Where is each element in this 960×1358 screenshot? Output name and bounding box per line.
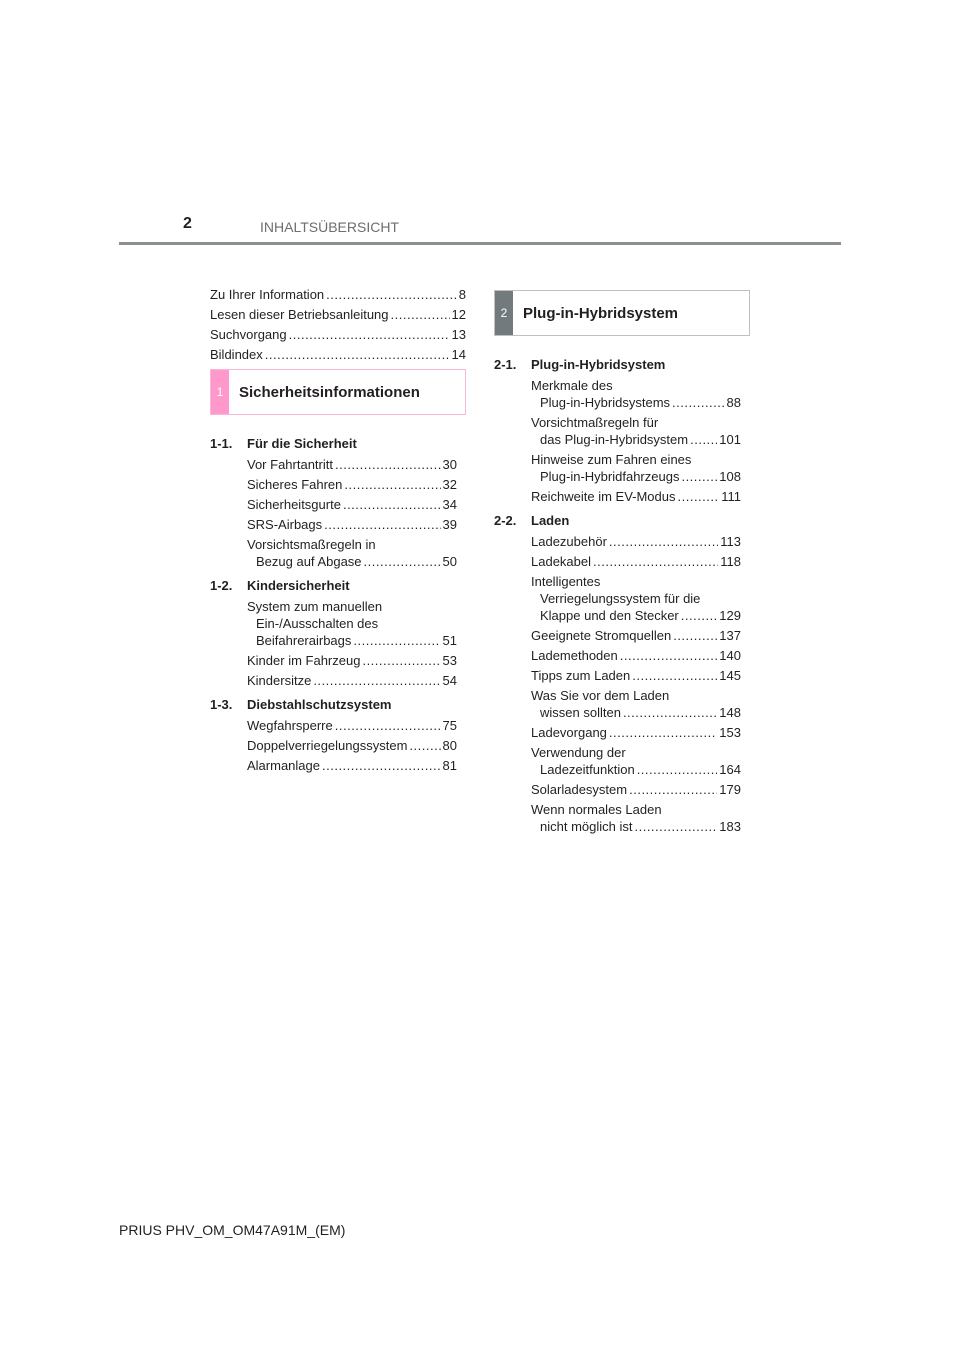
toc-entry[interactable]: Ladezubehör ..... 113 — [494, 533, 741, 550]
section-heading[interactable]: 1-1. Für die Sicherheit — [210, 436, 357, 451]
document-code-footer: PRIUS PHV_OM_OM47A91M_(EM) — [119, 1222, 346, 1238]
page-number: 2 — [183, 215, 192, 232]
toc-entry[interactable]: Vorsichtmaßregeln für das Plug-in-Hybridsystem ..... 101 — [494, 414, 741, 448]
toc-entry[interactable]: Vorsichtsmaßregeln in Bezug auf Abgase ..... 50 — [210, 536, 457, 570]
toc-entry[interactable]: Intelligentes Verriegelungssystem für die Klappe und den Stecker ..... 129 — [494, 573, 741, 624]
toc-entry[interactable]: Lesen dieser Betriebsanleitung ..... 12 — [210, 306, 466, 323]
chapter-title: Plug-in-Hybridsystem — [523, 304, 679, 322]
toc-left-column — [210, 286, 466, 777]
toc-entry[interactable]: Wenn normales Laden nicht möglich ist ..... 183 — [494, 801, 741, 835]
toc-entry[interactable]: Kindersitze ..... 54 — [210, 672, 457, 689]
chapter-tab: 2 — [495, 291, 513, 335]
toc-entry[interactable]: Wegfahrsperre ..... 75 — [210, 717, 457, 734]
chapter-title: Sicherheitsinformationen — [239, 383, 420, 401]
toc-entry[interactable]: SRS-Airbags ..... 39 — [210, 516, 457, 533]
toc-entry[interactable]: Kinder im Fahrzeug ..... 53 — [210, 652, 457, 669]
toc-entry[interactable]: Reichweite im EV-Modus ..... 111 — [494, 488, 741, 505]
toc-entry[interactable]: Verwendung der Ladezeitfunktion ..... 164 — [494, 744, 741, 778]
toc-entry[interactable]: Suchvorgang ..... 13 — [210, 326, 466, 343]
section-heading[interactable]: 2-2. Laden — [494, 513, 570, 528]
chapter-1-heading[interactable] — [210, 369, 466, 415]
toc-entry[interactable]: Zu Ihrer Information ..... 8 — [210, 286, 466, 303]
toc-entry[interactable]: System zum manuellen Ein-/Ausschalten des Beifahrerairbags ..... 51 — [210, 598, 457, 649]
toc-entry[interactable]: Doppelverriegelungssystem ..... 80 — [210, 737, 457, 754]
section-heading[interactable]: 1-2. Kindersicherheit — [210, 578, 350, 593]
toc-entry[interactable]: Ladevorgang ..... 153 — [494, 724, 741, 741]
section-heading[interactable]: 1-3. Diebstahlschutzsystem — [210, 697, 392, 712]
toc-entry[interactable]: Bildindex ..... 14 — [210, 346, 466, 363]
toc-entry[interactable]: Vor Fahrtantritt ..... 30 — [210, 456, 457, 473]
toc-entry[interactable]: Hinweise zum Fahren eines Plug-in-Hybridfahrzeugs ..... 108 — [494, 451, 741, 485]
toc-entry[interactable]: Sicheres Fahren ..... 32 — [210, 476, 457, 493]
header-divider — [119, 242, 841, 245]
toc-entry[interactable]: Geeignete Stromquellen ..... 137 — [494, 627, 741, 644]
chapter-2-heading[interactable] — [494, 290, 750, 336]
toc-entry[interactable]: Was Sie vor dem Laden wissen sollten ..... 148 — [494, 687, 741, 721]
toc-right-column — [494, 290, 750, 838]
toc-entry[interactable]: Tipps zum Laden ..... 145 — [494, 667, 741, 684]
page-header-title: INHALTSÜBERSICHT — [260, 219, 399, 235]
toc-entry[interactable]: Lademethoden ..... 140 — [494, 647, 741, 664]
toc-entry[interactable]: Alarmanlage ..... 81 — [210, 757, 457, 774]
toc-entry[interactable]: Sicherheitsgurte ..... 34 — [210, 496, 457, 513]
toc-entry[interactable]: Merkmale des Plug-in-Hybridsystems ..... 88 — [494, 377, 741, 411]
section-heading[interactable]: 2-1. Plug-in-Hybridsystem — [494, 357, 666, 372]
chapter-tab: 1 — [211, 370, 229, 414]
toc-entry[interactable]: Solarladesystem ..... 179 — [494, 781, 741, 798]
toc-entry[interactable]: Ladekabel ..... 118 — [494, 553, 741, 570]
